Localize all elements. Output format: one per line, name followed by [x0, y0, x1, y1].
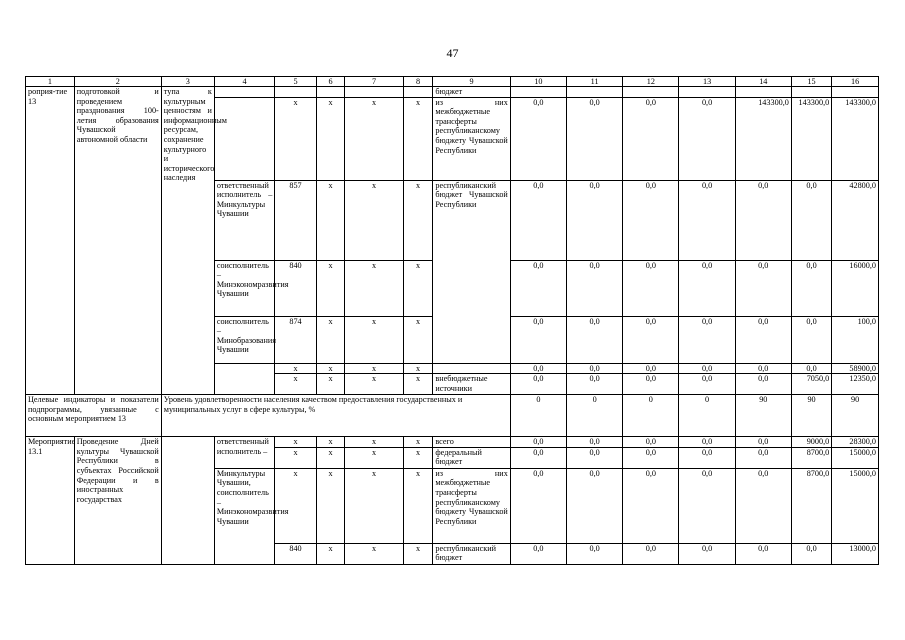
code-cell: x [345, 180, 403, 260]
page-number: 47 [446, 46, 459, 60]
indicator-text: Уровень удовлетворенности населения качеством предоставления государственных и муниципальных услуг в сфере культуры, % [161, 395, 510, 437]
code-cell: x [345, 437, 403, 448]
value-cell: 143300,0 [791, 97, 831, 180]
code-cell: x [275, 437, 316, 448]
funding-source-cell: из них межбюджетные трансферты республиканскому бюджету Чувашской Республики [433, 97, 510, 180]
code-cell: x [316, 447, 345, 468]
funding-source-cell: внебюджетные источники [433, 374, 510, 395]
event-name-cell: подготовкой и проведением празднования 100-летия образования Чувашской автономной области [74, 87, 161, 395]
value-cell: 0,0 [735, 363, 791, 374]
value-cell: 42800,0 [832, 180, 879, 260]
code-cell: x [275, 97, 316, 180]
column-number: 9 [433, 77, 510, 87]
value-cell: 0,0 [567, 543, 623, 564]
value-cell: 0 [623, 395, 679, 437]
funding-source-cell: бюджет [433, 87, 510, 98]
column-number: 10 [510, 77, 566, 87]
value-cell: 0,0 [679, 543, 735, 564]
value-cell: 7050,0 [791, 374, 831, 395]
value-cell: 8700,0 [791, 447, 831, 468]
code-cell: x [345, 97, 403, 180]
value-cell: 58900,0 [832, 363, 879, 374]
code-cell: x [316, 374, 345, 395]
code-cell: x [316, 316, 345, 363]
value-cell: 0 [679, 395, 735, 437]
value-cell: 0,0 [679, 468, 735, 543]
column-number: 2 [74, 77, 161, 87]
column-number: 13 [679, 77, 735, 87]
code-cell: x [316, 363, 345, 374]
indicator-label: Целевые индикаторы и показатели подпрограммы, увязанные с основным мероприятием 13 [26, 395, 162, 437]
value-cell: 0,0 [567, 468, 623, 543]
value-cell: 13000,0 [832, 543, 879, 564]
code-cell: x [403, 97, 433, 180]
value-cell: 0,0 [510, 374, 566, 395]
code-cell: x [403, 468, 433, 543]
budget-table [25, 76, 879, 565]
value-cell: 0,0 [623, 374, 679, 395]
value-cell: 0,0 [735, 374, 791, 395]
column-number: 1 [26, 77, 75, 87]
code-cell: x [275, 468, 316, 543]
value-cell: 0,0 [679, 447, 735, 468]
value-cell: 0,0 [623, 468, 679, 543]
column-number: 3 [161, 77, 214, 87]
value-cell: 0,0 [735, 468, 791, 543]
funding-source-cell: из них межбюджетные трансферты республиканскому бюджету Чувашской Республики [433, 468, 510, 543]
code-cell: x [403, 374, 433, 395]
value-cell: 0,0 [510, 97, 566, 180]
value-cell: 90 [832, 395, 879, 437]
code-cell: x [403, 543, 433, 564]
value-cell: 0,0 [679, 97, 735, 180]
value-cell: 0,0 [735, 437, 791, 448]
value-cell: 0,0 [623, 316, 679, 363]
value-cell: 0,0 [791, 316, 831, 363]
value-cell: 0,0 [623, 363, 679, 374]
code-cell: x [345, 543, 403, 564]
funding-source-cell: республиканский бюджет [433, 543, 510, 564]
executor-cell: ответственный исполнитель – Минкультуры Чувашии [214, 180, 274, 260]
value-cell: 28300,0 [832, 437, 879, 448]
code-cell: x [345, 363, 403, 374]
value-cell: 0,0 [679, 316, 735, 363]
executor-cell: соисполнитель – Минэкономразвития Чувашии [214, 260, 274, 316]
value-cell: 0,0 [623, 260, 679, 316]
code-cell: x [345, 468, 403, 543]
funding-source-cell: республиканский бюджет Чувашской Республики [433, 180, 510, 363]
value-cell: 0,0 [510, 468, 566, 543]
value-cell: 0 [510, 395, 566, 437]
column-number: 6 [316, 77, 345, 87]
column-number-row [26, 77, 879, 87]
event-number-cell: Мероприятие 13.1 [26, 437, 75, 565]
value-cell: 0,0 [567, 180, 623, 260]
value-cell: 9000,0 [791, 437, 831, 448]
code-cell: 840 [275, 543, 316, 564]
code-cell: x [403, 437, 433, 448]
code-cell: x [316, 468, 345, 543]
executor-cell: Минкультуры Чувашии, соисполнитель – Минэкономразвития Чувашии [214, 468, 274, 564]
value-cell: 0,0 [567, 316, 623, 363]
value-cell: 0,0 [679, 437, 735, 448]
value-cell: 0,0 [791, 180, 831, 260]
value-cell: 0,0 [735, 180, 791, 260]
value-cell: 0,0 [791, 260, 831, 316]
funding-source-cell: всего [433, 437, 510, 448]
value-cell: 0,0 [735, 447, 791, 468]
event-goal-cell: тупа к культурным ценностям и информационным ресурсам, сохранение культурного и исторического наследия [161, 87, 214, 395]
column-number: 5 [275, 77, 316, 87]
column-number: 4 [214, 77, 274, 87]
indicator-row [26, 395, 879, 437]
value-cell: 0,0 [567, 363, 623, 374]
table-row [26, 87, 879, 98]
value-cell: 0,0 [791, 543, 831, 564]
value-cell: 0,0 [567, 97, 623, 180]
code-cell: x [316, 97, 345, 180]
value-cell: 0,0 [510, 180, 566, 260]
code-cell: x [345, 447, 403, 468]
value-cell: 0,0 [567, 260, 623, 316]
code-cell: x [345, 374, 403, 395]
code-cell: x [403, 363, 433, 374]
executor-cell: ответственный исполнитель – [214, 437, 274, 469]
code-cell: x [403, 180, 433, 260]
column-number: 8 [403, 77, 433, 87]
value-cell: 0,0 [623, 180, 679, 260]
code-cell: x [316, 260, 345, 316]
value-cell: 0 [567, 395, 623, 437]
table-row [26, 437, 879, 448]
value-cell: 0,0 [623, 437, 679, 448]
value-cell: 0,0 [567, 374, 623, 395]
code-cell: x [403, 260, 433, 316]
code-cell: x [316, 543, 345, 564]
executor-cell: соисполнитель – Минобразования Чувашии [214, 316, 274, 363]
value-cell: 0,0 [510, 316, 566, 363]
value-cell: 0,0 [510, 363, 566, 374]
value-cell: 0,0 [735, 316, 791, 363]
value-cell: 0,0 [735, 543, 791, 564]
code-cell: x [275, 447, 316, 468]
code-cell: x [403, 447, 433, 468]
value-cell: 143300,0 [832, 97, 879, 180]
value-cell: 0,0 [735, 260, 791, 316]
code-cell: x [316, 437, 345, 448]
value-cell: 15000,0 [832, 447, 879, 468]
value-cell: 0,0 [623, 97, 679, 180]
value-cell: 0,0 [510, 437, 566, 448]
value-cell: 8700,0 [791, 468, 831, 543]
value-cell: 100,0 [832, 316, 879, 363]
value-cell: 0,0 [679, 363, 735, 374]
code-cell: 840 [275, 260, 316, 316]
event-number-cell: роприя-тие 13 [26, 87, 75, 395]
value-cell: 0,0 [510, 260, 566, 316]
value-cell: 0,0 [510, 447, 566, 468]
code-cell: 874 [275, 316, 316, 363]
value-cell: 90 [735, 395, 791, 437]
code-cell: x [275, 363, 316, 374]
column-number: 14 [735, 77, 791, 87]
column-number: 7 [345, 77, 403, 87]
event-name-cell: Проведение Дней культуры Чувашской Республики в субъектах Российской Федерации и в иностранных государствах [74, 437, 161, 565]
code-cell: x [275, 374, 316, 395]
value-cell: 0,0 [510, 543, 566, 564]
value-cell: 0,0 [679, 374, 735, 395]
value-cell: 0,0 [567, 447, 623, 468]
code-cell: x [403, 316, 433, 363]
value-cell: 0,0 [679, 180, 735, 260]
value-cell: 0,0 [623, 543, 679, 564]
value-cell: 0,0 [791, 363, 831, 374]
column-number: 16 [832, 77, 879, 87]
code-cell: 857 [275, 180, 316, 260]
value-cell: 0,0 [567, 437, 623, 448]
column-number: 12 [623, 77, 679, 87]
value-cell: 0,0 [623, 447, 679, 468]
value-cell: 15000,0 [832, 468, 879, 543]
value-cell: 90 [791, 395, 831, 437]
value-cell: 143300,0 [735, 97, 791, 180]
column-number: 15 [791, 77, 831, 87]
code-cell: x [316, 180, 345, 260]
column-number: 11 [567, 77, 623, 87]
code-cell: x [345, 316, 403, 363]
value-cell: 16000,0 [832, 260, 879, 316]
code-cell: x [345, 260, 403, 316]
funding-source-cell: федеральный бюджет [433, 447, 510, 468]
value-cell: 12350,0 [832, 374, 879, 395]
value-cell: 0,0 [679, 260, 735, 316]
